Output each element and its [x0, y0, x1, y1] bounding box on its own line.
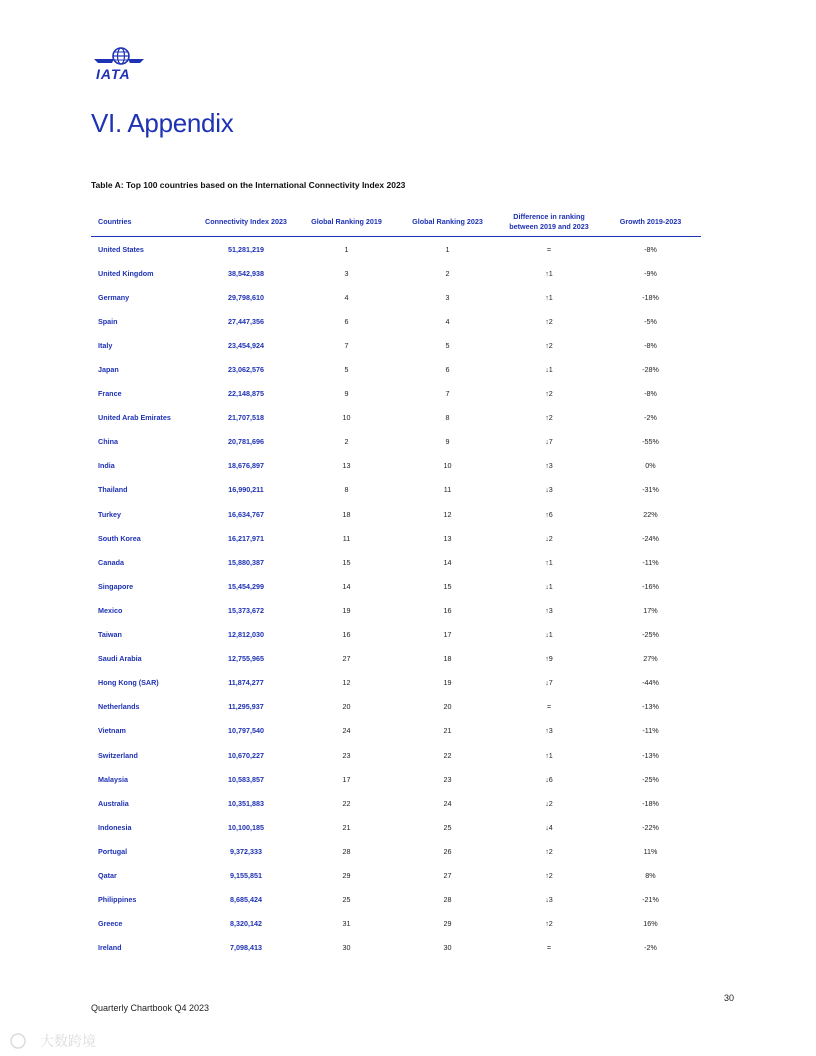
table-row: [91, 839, 701, 863]
growth-cell: -8%: [644, 389, 657, 399]
ranking-2019-cell: 12: [342, 678, 351, 688]
connectivity-index-cell: 8,320,142: [230, 919, 262, 929]
ranking-2023-cell: 19: [443, 678, 452, 688]
connectivity-table: [91, 208, 701, 960]
table-header-row: [91, 208, 701, 237]
ranking-2019-cell: 1: [344, 244, 349, 254]
connectivity-index-cell: 12,755,965: [228, 654, 264, 664]
table-row: [91, 454, 701, 478]
table-row: [91, 478, 701, 502]
ranking-2019-cell: 31: [342, 919, 351, 929]
connectivity-index-cell: 15,373,672: [228, 605, 264, 615]
table-row: [91, 406, 701, 430]
connectivity-index-cell: 10,351,883: [228, 798, 264, 808]
ranking-difference-cell: ↑3: [545, 461, 553, 471]
ranking-difference-cell: ↓7: [545, 678, 553, 688]
ranking-2019-cell: 4: [344, 292, 349, 302]
ranking-difference-cell: ↓1: [545, 365, 553, 375]
ranking-2019-cell: 24: [342, 726, 351, 736]
table-row: [91, 936, 701, 960]
ranking-2023-cell: 9: [445, 437, 450, 447]
ranking-2023-cell: 28: [443, 895, 452, 905]
ranking-2019-cell: 5: [344, 365, 349, 375]
ranking-2019-cell: 29: [342, 870, 351, 880]
connectivity-index-cell: 23,454,924: [228, 340, 264, 350]
ranking-difference-cell: ↑9: [545, 654, 553, 664]
ranking-2023-cell: 8: [445, 413, 450, 423]
ranking-2023-cell: 3: [445, 292, 450, 302]
growth-cell: -18%: [642, 798, 659, 808]
connectivity-index-cell: 10,583,857: [228, 774, 264, 784]
growth-cell: 16%: [643, 919, 658, 929]
growth-cell: -22%: [642, 822, 659, 832]
country-cell: Turkey: [98, 509, 122, 519]
table-row: [91, 671, 701, 695]
ranking-difference-cell: ↑2: [545, 919, 553, 929]
ranking-difference-cell: ↓1: [545, 581, 553, 591]
ranking-2023-cell: 12: [443, 509, 452, 519]
growth-cell: -8%: [644, 244, 657, 254]
ranking-2019-cell: 17: [342, 774, 351, 784]
ranking-2023-cell: 17: [443, 630, 452, 640]
ranking-2019-cell: 7: [344, 340, 349, 350]
country-cell: Spain: [98, 316, 118, 326]
growth-cell: 17%: [643, 605, 658, 615]
connectivity-index-cell: 16,217,971: [228, 533, 264, 543]
table-row: [91, 647, 701, 671]
table-row: [91, 357, 701, 381]
connectivity-index-cell: 27,447,356: [228, 316, 264, 326]
connectivity-index-cell: 9,372,333: [230, 846, 262, 856]
table-row: [91, 791, 701, 815]
table-row: [91, 695, 701, 719]
connectivity-index-cell: 21,707,518: [228, 413, 264, 423]
country-cell: Greece: [98, 919, 123, 929]
watermark-text: 大数跨境: [40, 1034, 96, 1050]
table-row: [91, 502, 701, 526]
ranking-2019-cell: 2: [344, 437, 349, 447]
growth-cell: 0%: [645, 461, 656, 471]
ranking-2019-cell: 22: [342, 798, 351, 808]
country-cell: India: [98, 461, 115, 471]
ranking-2023-cell: 18: [443, 654, 452, 664]
ranking-2019-cell: 19: [342, 605, 351, 615]
table-row: [91, 333, 701, 357]
growth-cell: 8%: [645, 870, 656, 880]
growth-cell: -13%: [642, 750, 659, 760]
table-row: [91, 430, 701, 454]
table-row: [91, 382, 701, 406]
ranking-2023-cell: 5: [445, 340, 450, 350]
connectivity-index-cell: 18,676,897: [228, 461, 264, 471]
ranking-2023-cell: 25: [443, 822, 452, 832]
ranking-2023-cell: 29: [443, 919, 452, 929]
ranking-2019-cell: 28: [342, 846, 351, 856]
ranking-2019-cell: 23: [342, 750, 351, 760]
ranking-2019-cell: 13: [342, 461, 351, 471]
table-row: [91, 526, 701, 550]
page-number: 30: [724, 993, 735, 1003]
ranking-2023-cell: 23: [443, 774, 452, 784]
ranking-2019-cell: 18: [342, 509, 351, 519]
ranking-difference-cell: ↓1: [545, 630, 553, 640]
connectivity-index-cell: 10,670,227: [228, 750, 264, 760]
table-row: [91, 767, 701, 791]
connectivity-index-cell: 10,100,185: [228, 822, 264, 832]
logo-text: IATA: [96, 66, 131, 82]
country-cell: France: [98, 389, 122, 399]
country-cell: Italy: [98, 340, 113, 350]
ranking-2023-cell: 7: [445, 389, 450, 399]
ranking-difference-cell: ↓4: [545, 822, 553, 832]
ranking-2023-cell: 16: [443, 605, 452, 615]
country-cell: Ireland: [98, 943, 122, 953]
ranking-2023-cell: 22: [443, 750, 452, 760]
connectivity-index-cell: 7,098,413: [230, 943, 262, 953]
ranking-2023-cell: 6: [445, 365, 450, 375]
growth-cell: -9%: [644, 268, 657, 278]
ranking-difference-cell: ↑2: [545, 340, 553, 350]
table-row: [91, 743, 701, 767]
table-row: [91, 550, 701, 574]
country-cell: United States: [98, 244, 144, 254]
growth-cell: -55%: [642, 437, 659, 447]
ranking-2019-cell: 9: [344, 389, 349, 399]
country-cell: Saudi Arabia: [98, 654, 142, 664]
table-row: [91, 598, 701, 622]
table-row: [91, 888, 701, 912]
growth-cell: -44%: [642, 678, 659, 688]
ranking-difference-cell: ↑1: [545, 292, 553, 302]
ranking-difference-cell: ↓7: [545, 437, 553, 447]
connectivity-index-cell: 29,798,610: [228, 292, 264, 302]
table-row: [91, 261, 701, 285]
ranking-2023-cell: 13: [443, 533, 452, 543]
growth-cell: -25%: [642, 774, 659, 784]
ranking-difference-cell: ↓2: [545, 533, 553, 543]
ranking-2023-cell: 27: [443, 870, 452, 880]
table-row: [91, 815, 701, 839]
country-cell: Philippines: [98, 895, 137, 905]
country-cell: Indonesia: [98, 822, 132, 832]
country-cell: Japan: [98, 365, 119, 375]
growth-cell: 11%: [643, 846, 658, 856]
ranking-2019-cell: 20: [342, 702, 351, 712]
ranking-2019-cell: 15: [342, 557, 351, 567]
growth-cell: -24%: [642, 533, 659, 543]
ranking-2023-cell: 4: [445, 316, 450, 326]
country-cell: United Arab Emirates: [98, 413, 171, 423]
connectivity-index-cell: 10,797,540: [228, 726, 264, 736]
growth-cell: -8%: [644, 340, 657, 350]
ranking-2019-cell: 27: [342, 654, 351, 664]
ranking-2019-cell: 10: [342, 413, 351, 423]
ranking-2023-cell: 11: [443, 485, 452, 495]
ranking-difference-cell: =: [546, 943, 552, 953]
growth-cell: 27%: [643, 654, 658, 664]
country-cell: Thailand: [98, 485, 128, 495]
country-cell: Canada: [98, 557, 124, 567]
country-cell: Taiwan: [98, 630, 122, 640]
watermark-logo-icon: [11, 1034, 25, 1048]
watermark: [8, 1030, 118, 1052]
ranking-2019-cell: 8: [344, 485, 349, 495]
growth-cell: -13%: [642, 702, 659, 712]
country-cell: Singapore: [98, 581, 134, 591]
country-cell: United Kingdom: [98, 268, 154, 278]
table-row: [91, 237, 701, 262]
growth-cell: -11%: [642, 557, 659, 567]
column-header-growth: Growth 2019-2023: [600, 208, 701, 237]
country-cell: China: [98, 437, 118, 447]
table-row: [91, 574, 701, 598]
country-cell: Hong Kong (SAR): [98, 678, 159, 688]
ranking-difference-cell: ↓2: [545, 798, 553, 808]
ranking-difference-cell: ↑1: [545, 750, 553, 760]
growth-cell: -31%: [642, 485, 659, 495]
growth-cell: -16%: [642, 581, 659, 591]
country-cell: Netherlands: [98, 702, 140, 712]
growth-cell: -18%: [642, 292, 659, 302]
connectivity-index-cell: 16,990,211: [228, 485, 264, 495]
country-cell: Switzerland: [98, 750, 138, 760]
ranking-2023-cell: 10: [443, 461, 452, 471]
connectivity-index-cell: 16,634,767: [228, 509, 264, 519]
ranking-2023-cell: 26: [443, 846, 452, 856]
ranking-difference-cell: =: [546, 702, 552, 712]
connectivity-index-cell: 15,880,387: [228, 557, 264, 567]
ranking-difference-cell: =: [546, 244, 552, 254]
growth-cell: -21%: [642, 895, 659, 905]
country-cell: Mexico: [98, 605, 123, 615]
table-row: [91, 912, 701, 936]
ranking-2023-cell: 1: [445, 244, 450, 254]
ranking-difference-cell: ↑2: [545, 870, 553, 880]
table-row: [91, 623, 701, 647]
growth-cell: -5%: [644, 316, 657, 326]
ranking-2019-cell: 25: [342, 895, 351, 905]
ranking-difference-cell: ↑6: [545, 509, 553, 519]
column-header-ranking-difference: Difference in ranking between 2019 and 2023: [498, 208, 600, 237]
table-row: [91, 719, 701, 743]
table-row: [91, 285, 701, 309]
ranking-2019-cell: 16: [342, 630, 351, 640]
ranking-difference-cell: ↓6: [545, 774, 553, 784]
ranking-2023-cell: 24: [443, 798, 452, 808]
page-title: VI. Appendix: [91, 108, 234, 138]
growth-cell: -25%: [642, 630, 659, 640]
ranking-2023-cell: 20: [443, 702, 452, 712]
connectivity-index-cell: 15,454,299: [228, 581, 264, 591]
growth-cell: -28%: [642, 365, 659, 375]
table-row: [91, 309, 701, 333]
footer-publication: Quarterly Chartbook Q4 2023: [91, 1003, 210, 1013]
country-cell: Germany: [98, 292, 130, 302]
connectivity-index-cell: 9,155,851: [230, 870, 262, 880]
column-header-ranking-2019: Global Ranking 2019: [296, 208, 397, 237]
ranking-2023-cell: 15: [443, 581, 452, 591]
connectivity-index-cell: 20,781,696: [228, 437, 264, 447]
ranking-difference-cell: ↑3: [545, 726, 553, 736]
ranking-2019-cell: 14: [342, 581, 351, 591]
country-cell: Australia: [98, 798, 129, 808]
ranking-difference-cell: ↓3: [545, 485, 553, 495]
connectivity-index-cell: 11,295,937: [228, 702, 264, 712]
growth-cell: -2%: [644, 943, 657, 953]
ranking-difference-cell: ↑2: [545, 846, 553, 856]
column-header-ranking-2023: Global Ranking 2023: [397, 208, 498, 237]
ranking-2023-cell: 21: [443, 726, 452, 736]
table-caption: Table A: Top 100 countries based on the International Connectivity Index 2023: [91, 180, 406, 190]
ranking-2023-cell: 2: [445, 268, 450, 278]
country-cell: Vietnam: [98, 726, 126, 736]
growth-cell: -2%: [644, 413, 657, 423]
ranking-2023-cell: 14: [443, 557, 452, 567]
ranking-2019-cell: 6: [344, 316, 349, 326]
connectivity-index-cell: 38,542,938: [228, 268, 264, 278]
country-cell: Portugal: [98, 846, 128, 856]
ranking-difference-cell: ↑3: [545, 605, 553, 615]
connectivity-index-cell: 51,281,219: [228, 244, 264, 254]
country-cell: South Korea: [98, 533, 141, 543]
ranking-2019-cell: 21: [342, 822, 351, 832]
ranking-2019-cell: 11: [342, 533, 351, 543]
country-cell: Malaysia: [98, 774, 128, 784]
ranking-difference-cell: ↑2: [545, 413, 553, 423]
connectivity-index-cell: 23,062,576: [228, 365, 264, 375]
connectivity-index-cell: 22,148,875: [228, 389, 264, 399]
growth-cell: 22%: [643, 509, 658, 519]
connectivity-index-cell: 12,812,030: [228, 630, 264, 640]
ranking-difference-cell: ↑2: [545, 316, 553, 326]
country-cell: Qatar: [98, 870, 117, 880]
ranking-2023-cell: 30: [443, 943, 452, 953]
table-body: [91, 237, 701, 960]
ranking-difference-cell: ↑2: [545, 389, 553, 399]
ranking-difference-cell: ↑1: [545, 557, 553, 567]
connectivity-index-cell: 8,685,424: [230, 895, 262, 905]
ranking-difference-cell: ↓3: [545, 895, 553, 905]
ranking-difference-cell: ↑1: [545, 268, 553, 278]
connectivity-index-cell: 11,874,277: [228, 678, 264, 688]
ranking-2019-cell: 30: [342, 943, 351, 953]
column-header-countries: Countries: [91, 208, 196, 237]
ranking-2019-cell: 3: [344, 268, 349, 278]
table-row: [91, 863, 701, 887]
growth-cell: -11%: [642, 726, 659, 736]
column-header-connectivity-index: Connectivity Index 2023: [196, 208, 296, 237]
